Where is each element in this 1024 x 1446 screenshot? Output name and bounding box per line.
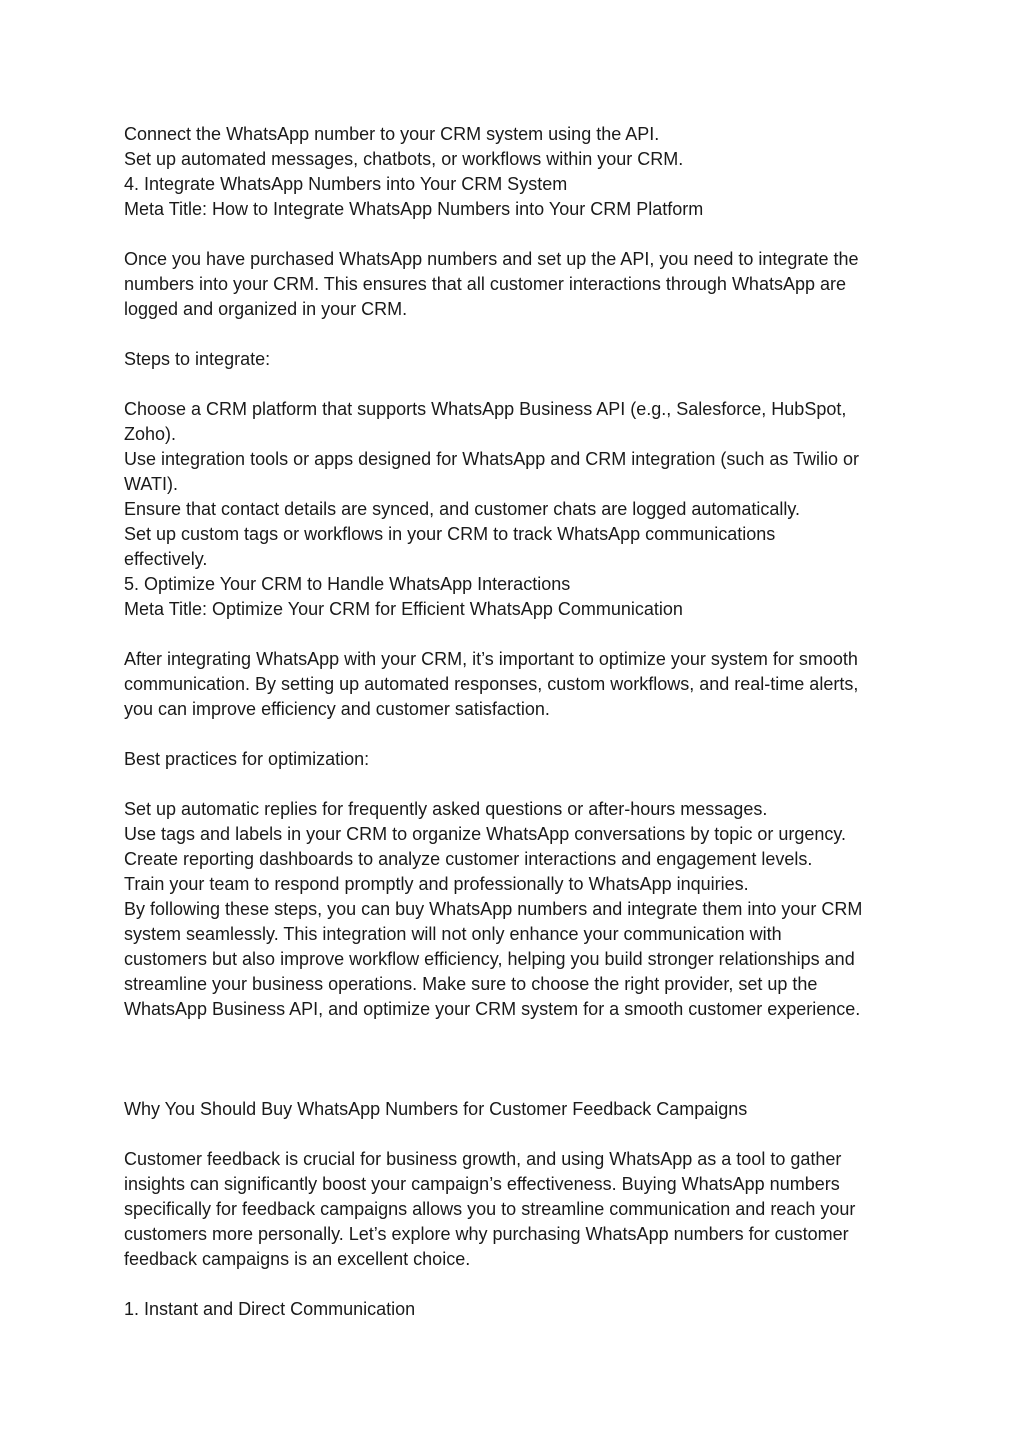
- text-line: Zoho).: [124, 424, 177, 444]
- section-heading: Why You Should Buy WhatsApp Numbers for Customer Feedback Campaigns: [124, 1099, 748, 1119]
- text-line: you can improve efficiency and customer satisfaction.: [124, 699, 550, 719]
- section-heading: 4. Integrate WhatsApp Numbers into Your CRM System: [124, 174, 568, 194]
- text-line: Use integration tools or apps designed for WhatsApp and CRM integration (such as Twilio or: [124, 449, 860, 469]
- meta-title-line: Meta Title: How to Integrate WhatsApp Numbers into Your CRM Platform: [124, 199, 704, 219]
- paragraph-spacer: [124, 772, 914, 797]
- text-line: system seamlessly. This integration will not only enhance your communication with: [124, 924, 782, 944]
- text-line: feedback campaigns is an excellent choice.: [124, 1249, 471, 1269]
- text-line: Use tags and labels in your CRM to organize WhatsApp conversations by topic or urgency.: [124, 824, 847, 844]
- text-line: numbers into your CRM. This ensures that all customer interactions through WhatsApp are: [124, 274, 846, 294]
- text-line: WATI).: [124, 474, 178, 494]
- paragraph-spacer: [124, 322, 914, 347]
- text-line: Create reporting dashboards to analyze customer interactions and engagement levels.: [124, 849, 813, 869]
- paragraph-spacer: [124, 222, 914, 247]
- paragraph-spacer: [124, 722, 914, 747]
- text-line: effectively.: [124, 549, 208, 569]
- document-page: [124, 122, 914, 1322]
- paragraph-spacer: [124, 372, 914, 397]
- text-line: WhatsApp Business API, and optimize your CRM system for a smooth customer experience.: [124, 999, 861, 1019]
- text-line: Once you have purchased WhatsApp numbers and set up the API, you need to integrate the: [124, 249, 859, 269]
- text-line: logged and organized in your CRM.: [124, 299, 408, 319]
- text-line: Set up automatic replies for frequently asked questions or after-hours messages.: [124, 799, 768, 819]
- text-line: Choose a CRM platform that supports WhatsApp Business API (e.g., Salesforce, HubSpot,: [124, 399, 847, 419]
- text-line: Connect the WhatsApp number to your CRM system using the API.: [124, 124, 660, 144]
- text-line: Train your team to respond promptly and professionally to WhatsApp inquiries.: [124, 874, 749, 894]
- text-line: customers but also improve workflow efficiency, helping you build stronger relationships and: [124, 949, 855, 969]
- text-line: Set up custom tags or workflows in your CRM to track WhatsApp communications: [124, 524, 776, 544]
- text-line: After integrating WhatsApp with your CRM, it’s important to optimize your system for smooth: [124, 649, 858, 669]
- section-heading: 1. Instant and Direct Communication: [124, 1299, 416, 1319]
- text-line: insights can significantly boost your campaign’s effectiveness. Buying WhatsApp numbers: [124, 1174, 840, 1194]
- text-line: Steps to integrate:: [124, 349, 271, 369]
- paragraph-spacer: [124, 1272, 914, 1297]
- text-line: customers more personally. Let’s explore why purchasing WhatsApp numbers for customer: [124, 1224, 849, 1244]
- text-line: Set up automated messages, chatbots, or workflows within your CRM.: [124, 149, 684, 169]
- section-heading: 5. Optimize Your CRM to Handle WhatsApp Interactions: [124, 574, 571, 594]
- text-line: By following these steps, you can buy WhatsApp numbers and integrate them into your CRM: [124, 899, 863, 919]
- paragraph-spacer: [124, 1122, 914, 1147]
- text-line: specifically for feedback campaigns allows you to streamline communication and reach your: [124, 1199, 856, 1219]
- meta-title-line: Meta Title: Optimize Your CRM for Efficient WhatsApp Communication: [124, 599, 683, 619]
- text-line: Ensure that contact details are synced, and customer chats are logged automatically.: [124, 499, 801, 519]
- text-line: Customer feedback is crucial for business growth, and using WhatsApp as a tool to gather: [124, 1149, 842, 1169]
- section-spacer: [124, 1022, 914, 1097]
- text-line: Best practices for optimization:: [124, 749, 370, 769]
- paragraph-spacer: [124, 622, 914, 647]
- text-line: streamline your business operations. Make sure to choose the right provider, set up the: [124, 974, 818, 994]
- text-line: communication. By setting up automated responses, custom workflows, and real-time alerts,: [124, 674, 859, 694]
